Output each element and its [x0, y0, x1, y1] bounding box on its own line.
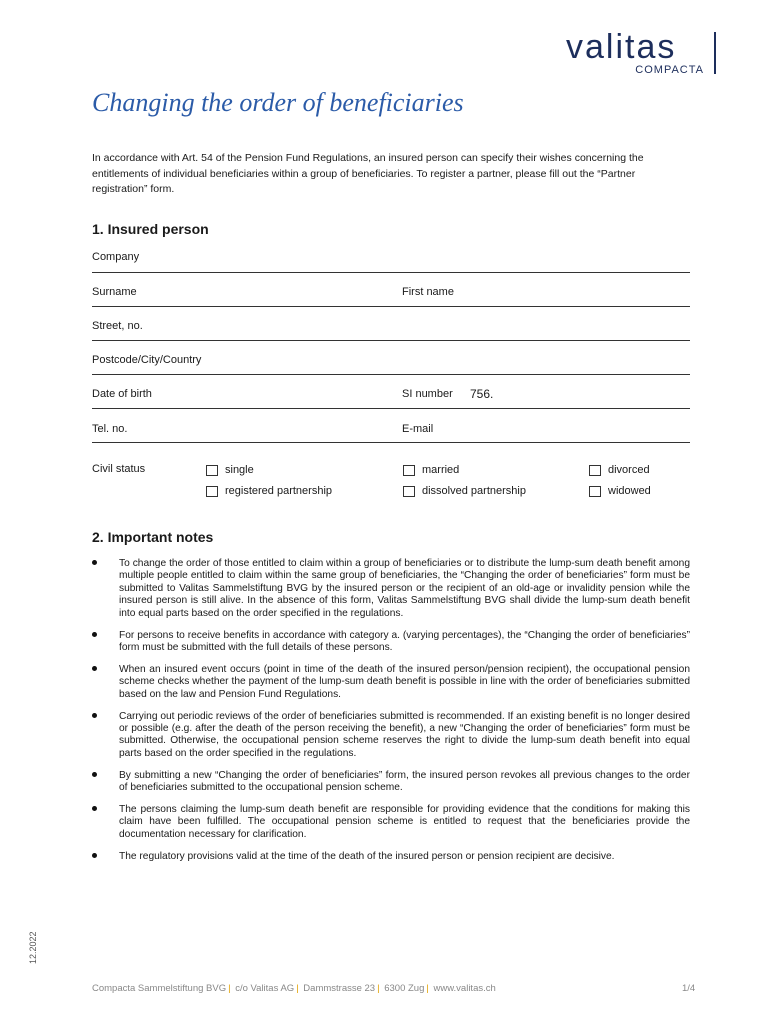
page-number: 1/4: [682, 983, 696, 994]
street-label: Street, no.: [92, 320, 143, 332]
list-item: Carrying out periodic reviews of the order of beneficiaries submitted is recommended. If an existing benefit is no longer desired or possible (e.g. after the death of the person receiving the benefit), a new “Changing the order of beneficiaries” form must be submitted. Otherwise, the occupational pension scheme reserves the right to divide the lump-sum death benefit into equal parts based on the order specified in the regulations.: [92, 711, 690, 761]
list-item: When an insured event occurs (point in time of the death of the insured person/pension recipient), the occupational pension scheme checks whether the payment of the lump-sum death benefit is possible in line with the order of beneficiaries submitted based on the law and Pension Fund Regulations.: [92, 664, 690, 701]
first-name-label: First name: [402, 286, 454, 298]
si-number-label: SI number: [402, 388, 453, 400]
section-important-notes-heading: 2. Important notes: [92, 529, 214, 545]
footer: Compacta Sammelstiftung BVG | c/o Valitas AG | Dammstrasse 23 | 6300 Zug | www.valitas.ch: [92, 983, 496, 994]
footer-company: Compacta Sammelstiftung BVG: [92, 983, 227, 994]
checkbox-dissolved-partnership[interactable]: [403, 485, 526, 497]
notes-list: [92, 558, 690, 873]
si-number-prefix: 756.: [470, 387, 494, 401]
tel-label: Tel. no.: [92, 423, 128, 435]
checkbox-label: single: [225, 464, 254, 476]
checkbox-divorced[interactable]: [589, 464, 650, 476]
list-item: The persons claiming the lump-sum death benefit are responsible for providing evidence that the conditions for making this claim have been fulfilled. The occupational pension scheme is entitled to request that the beneficiaries provide the documentation necessary for clarification.: [92, 804, 690, 841]
checkbox-label: divorced: [608, 464, 650, 476]
dob-label: Date of birth: [92, 388, 152, 400]
checkbox-label: widowed: [608, 485, 651, 497]
checkbox-married[interactable]: [403, 464, 459, 476]
civil-status-label: Civil status: [92, 463, 146, 475]
checkbox-icon[interactable]: [206, 486, 218, 497]
tel-email-field[interactable]: [92, 442, 690, 443]
bullet-icon: [92, 853, 97, 858]
footer-city: 6300 Zug: [384, 983, 425, 994]
bullet-icon: [92, 713, 97, 718]
street-field[interactable]: [92, 340, 690, 341]
footer-website-link[interactable]: www.valitas.ch: [433, 983, 496, 994]
bullet-icon: [92, 666, 97, 671]
footer-street: Dammstrasse 23: [303, 983, 376, 994]
list-item: By submitting a new “Changing the order of beneficiaries” form, the insured person revokes all previous changes to the order of beneficiaries submitted to the occupational pension scheme.: [92, 770, 690, 795]
checkbox-registered-partnership[interactable]: [206, 485, 332, 497]
document-date: 12.2022: [28, 931, 38, 964]
company-field[interactable]: [92, 272, 690, 273]
checkbox-icon[interactable]: [403, 465, 415, 476]
logo-divider: [714, 32, 716, 74]
checkbox-label: married: [422, 464, 460, 476]
checkbox-label: registered partnership: [225, 485, 333, 497]
checkbox-icon[interactable]: [589, 465, 601, 476]
email-label: E-mail: [402, 423, 434, 435]
list-item: The regulatory provisions valid at the time of the death of the insured person or pension recipient are decisive.: [92, 851, 690, 863]
dob-si-field[interactable]: [92, 408, 690, 409]
list-item: To change the order of those entitled to claim within a group of beneficiaries or to distribute the lump-sum death benefit among multiple people entitled to claim within the same group of beneficiaries, the “Changing the order of beneficiaries” form must be submitted to Valitas Sammelstiftung BVG by the insured person or the recipient of an old-age or invalidity pension while the insured person is still alive. In the absence of this form, Valitas Sammelstiftung BVG shall divide the lump-sum death benefit into equal parts based on the order specified in the regulations.: [92, 558, 690, 620]
company-label: Company: [92, 251, 140, 263]
list-item: For persons to receive benefits in accordance with category a. (varying percentages), the “Changing the order of beneficiaries” form must be submitted with the full details of these persons.: [92, 630, 690, 655]
logo-wordmark: valitas: [566, 28, 677, 66]
postcode-label: Postcode/City/Country: [92, 354, 202, 366]
checkbox-icon[interactable]: [206, 465, 218, 476]
checkbox-single[interactable]: [206, 464, 254, 476]
bullet-icon: [92, 772, 97, 777]
footer-co: c/o Valitas AG: [235, 983, 295, 994]
section-insured-person-heading: 1. Insured person: [92, 221, 209, 237]
name-field[interactable]: [92, 306, 690, 307]
logo-subtitle: COMPACTA: [635, 64, 704, 76]
checkbox-label: dissolved partnership: [422, 485, 526, 497]
page-title: Changing the order of beneficiaries: [92, 88, 464, 117]
bullet-icon: [92, 560, 97, 565]
valitas-logo: [566, 30, 716, 80]
surname-label: Surname: [92, 286, 137, 298]
checkbox-icon[interactable]: [589, 486, 601, 497]
bullet-icon: [92, 806, 97, 811]
checkbox-icon[interactable]: [403, 486, 415, 497]
intro-text: In accordance with Art. 54 of the Pension Fund Regulations, an insured person can specify their wishes concerning the entitlements of individual beneficiaries within a group of beneficiaries. To register a partner, please fill out the “Partner registration” form.: [92, 152, 644, 195]
bullet-icon: [92, 632, 97, 637]
checkbox-widowed[interactable]: [589, 485, 651, 497]
postcode-field[interactable]: [92, 374, 690, 375]
